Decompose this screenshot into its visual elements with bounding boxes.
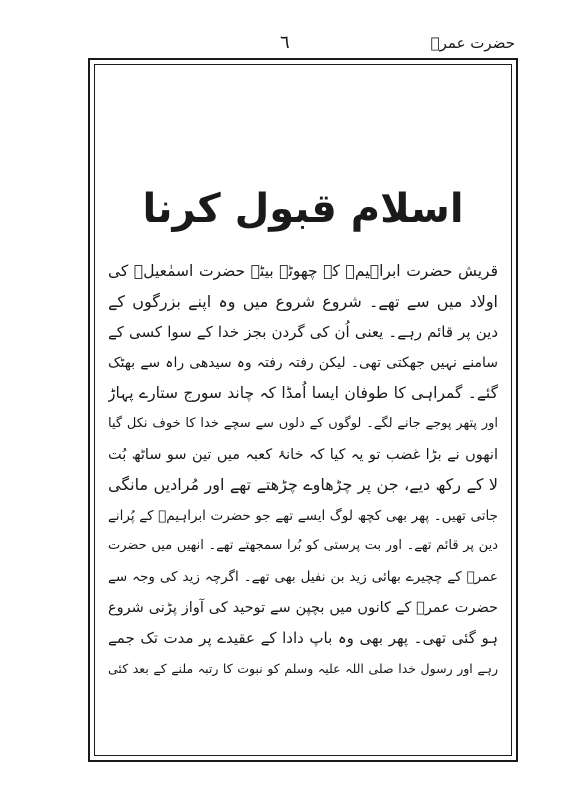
page-content xyxy=(108,180,498,684)
body-paragraph xyxy=(108,256,498,684)
body-line: سامنے نہیں جھکتی تھی۔ لیکن رفتہ رفتہ وہ سیدھی راہ سے بھٹک xyxy=(108,354,498,371)
body-line: لا کے رکھ دیے، جن پر چڑھاوے چڑھتے تھے اور مُرادیں مانگی xyxy=(108,475,498,495)
chapter-title: اسلام قبول کرنا xyxy=(142,186,464,232)
body-line: اولاد میں سے تھے۔ شروع شروع میں وہ اپنے بزرگوں کے xyxy=(108,291,498,311)
body-line: رہے اور رسول خدا صلی اللہ علیہ وسلم کو نبوت کا رتبہ ملنے کے بعد کئی xyxy=(108,660,498,676)
body-line: دین پر قائم رہے۔ یعنی اُن کی گردن بجز خدا کے سوا کسی کے xyxy=(108,323,498,342)
body-line: قریش حضرت ابراہیمؑ کے چھوٹے بیٹے حضرت اسمٰعیلؑ کی xyxy=(108,262,498,280)
body-line: جاتی تھیں۔ پھر بھی کچھ لوگ ایسے تھے جو حضرت ابراہیمؑ کے پُرانے xyxy=(108,507,498,524)
page-number: ٦ xyxy=(280,32,290,53)
body-line: انھوں نے بڑا غضب تو یہ کیا کہ خانۂ کعبہ میں تین سو ساٹھ بُت xyxy=(108,446,498,463)
running-head-title: حضرت عمرؓ xyxy=(430,34,515,52)
body-line: اور پتھر پوجے جانے لگے۔ لوگوں کے دلوں سے سچے خدا کا خوف نکل گیا xyxy=(108,415,498,431)
body-line: گئے۔ گمراہی کا طوفان ایسا اُمڈا کہ چاند سورج ستارے پہاڑ xyxy=(108,384,498,403)
body-line: حضرت عمرؓ کے کانوں میں بچپن سے توحید کی آواز پڑنی شروع xyxy=(108,599,498,616)
body-line: عمرؓ کے چچیرے بھائی زید بن نفیل بھی تھے۔ اگرچہ زید کی وجہ سے xyxy=(108,568,498,585)
body-line: دین پر قائم تھے۔ اور بت پرستی کو بُرا سمجھتے تھے۔ انھیں میں حضرت xyxy=(108,538,498,554)
body-line: ہو گئی تھی۔ پھر بھی وہ باپ دادا کے عقیدے پر مدت تک جمے xyxy=(108,629,498,648)
